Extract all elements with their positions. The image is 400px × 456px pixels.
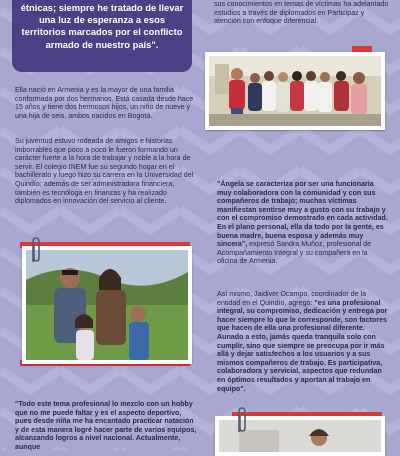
- paperclip-icon: [236, 406, 248, 441]
- group-photo-frame: [205, 52, 385, 130]
- jaidiver-quote: "es una profesional integral, su compromiso, dedicación y entrega por hacer siempre lo que le corresponde, son factores que hacen de ella una profesional diferente. Aunado a esto, jamás queda tranquila solo con cumplir, sino que siempre se preocupa por ir más allá y dejar satisfechos a los usuarios y a sus mismos compañeros de trabajo. Es participativa, colaboradora y servicial, aspectos que redundan en óptimos resultados y aportan al trabajo en equipo".: [217, 298, 388, 393]
- sandra-attribution: expresó Sandra Muñoz, profesional de Acompañamiento Integral y su compañera en la oficina de Armenia.: [217, 240, 372, 266]
- right-paragraph-2: [217, 290, 389, 393]
- bottom-left-quote: [15, 400, 197, 452]
- right-paragraph-1: [217, 180, 389, 266]
- left-paragraph-1-text: Ella nació en Armenia y es la mayor de una familia conformada por dos hermanos. Está casada desde hace 15 años y tiene dos hermosos hijos, un niño de nueve y una hija de seis, ambos nacidos en Bogotá.: [15, 86, 194, 120]
- right-intro-paragraph: [214, 0, 390, 26]
- paperclip-icon: [30, 236, 42, 271]
- family-photo-frame: [22, 246, 192, 364]
- pull-quote-box: [12, 0, 192, 72]
- pull-quote-text: étnicas; siempre he tratado de llevar una luz de esperanza a esos territorios marcados por el conflicto armado de nuestro país".: [20, 2, 184, 50]
- jaidiver-attribution: Así mismo, Jaidiver Ocampo, coordinador de la entidad en el Quindío, agregó:: [217, 290, 367, 307]
- left-paragraph-1: [15, 86, 197, 120]
- family-photo: [26, 250, 188, 360]
- left-paragraph-2-text: Su juventud estuvo rodeada de amigos e historias imborrables que poco a poco le fueron formando un carácter fuerte a la hora de trabajar y noble a la hora de servir. El colegio INEM fue su segundo hogar en el bachillerato y luego hizo su carrera en la Universidad del Quindío; además de ser administradora financiera, también es tecnóloga en finanzas y ha realizado diplomados en innovación del servicio al cliente.: [15, 137, 194, 206]
- group-photo: [209, 56, 381, 126]
- right-intro-text: sus conocimientos en temas de víctimas ha adelantado estudios a través de diplomados en Participaz y atención con enfoque diferencial.: [214, 0, 389, 26]
- left-paragraph-2: [15, 137, 197, 206]
- bottom-left-quote-text: "Todo este tema profesional lo mezclo con un hobby que no me puede faltar y es el aspecto deportivo, pues desde niña me ha encantado practicar natación y de esta manera logré hacer parte de varios equipos, alcanzando logros a nivel nacional. Actualmente, aunque: [15, 400, 197, 451]
- sandra-quote: "Ángela se caracteriza por ser una funcionaria muy colaboradora con la comunidad y con sus compañeros de trabajo; muchas víctimas manifiestan sentirse muy a gusto con su trabajo y con el compromiso demostrado en cada actividad. En el plano personal, ella da todo por la gente, es buena madre, buena esposa y además muy sincera",: [217, 180, 388, 249]
